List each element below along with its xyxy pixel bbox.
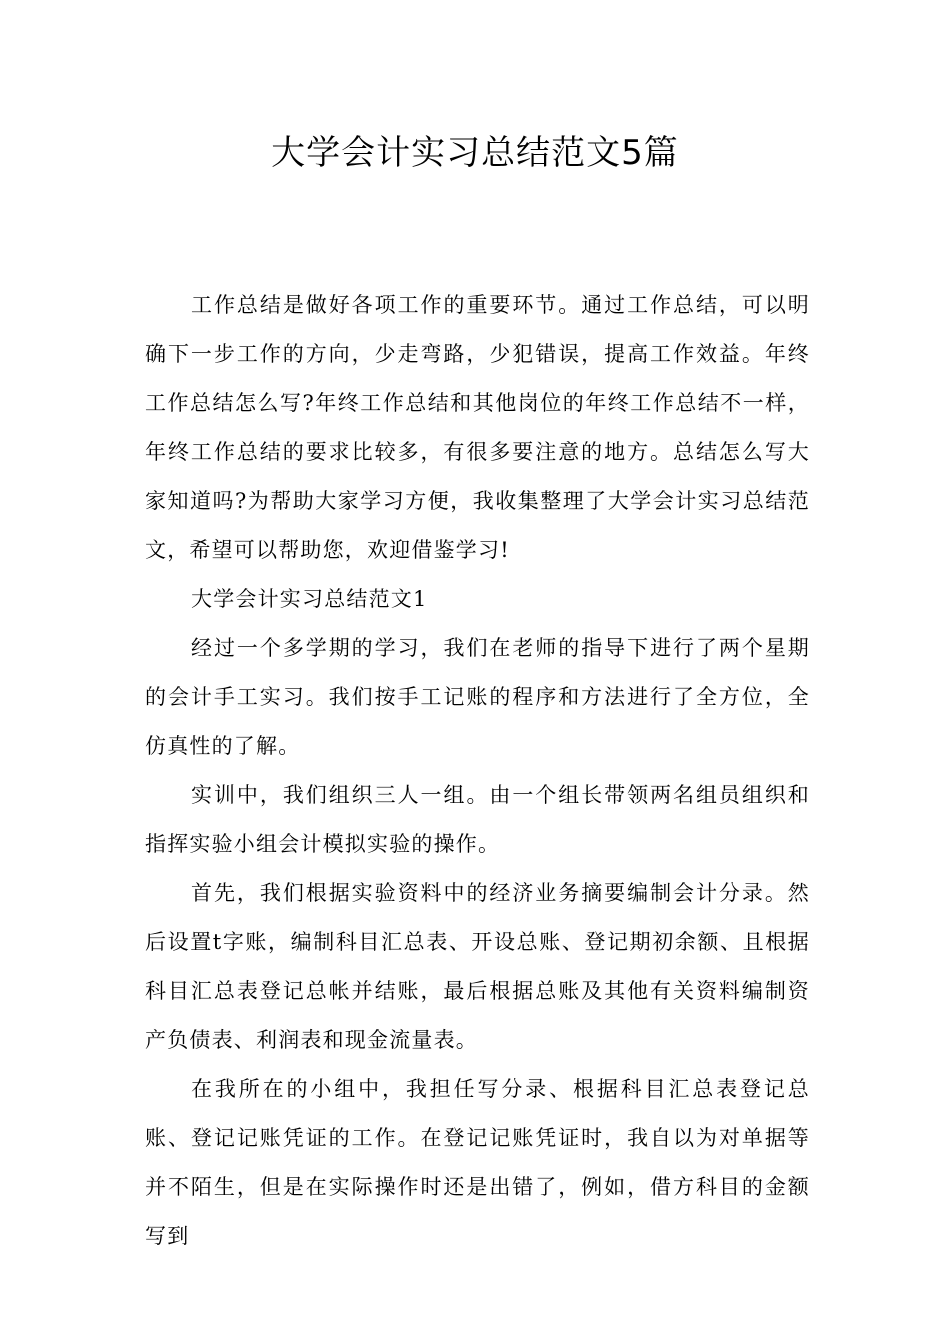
body-paragraph: 在我所在的小组中，我担任写分录、根据科目汇总表登记总账、登记记账凭证的工作。在登记记账凭证时，我自以为对单据等并不陌生，但是在实际操作时还是出错了，例如，借方科目的金额写到 [145,1077,810,1248]
body-paragraph: 经过一个多学期的学习，我们在老师的指导下进行了两个星期的会计手工实习。我们按手工记账的程序和方法进行了全方位，全仿真性的了解。 [145,636,810,758]
document-title: 大学会计实习总结范文5篇 [271,133,679,173]
intro-paragraph: 工作总结是做好各项工作的重要环节。通过工作总结，可以明确下一步工作的方向，少走弯路，少犯错误，提高工作效益。年终工作总结怎么写?年终工作总结和其他岗位的年终工作总结不一样，年终工作总结的要求比较多，有很多要注意的地方。总结怎么写大家知道吗?为帮助大家学习方便，我收集整理了大学会计实习总结范文，希望可以帮助您，欢迎借鉴学习! [145,293,810,562]
body-paragraph: 实训中，我们组织三人一组。由一个组长带领两名组员组织和指挥实验小组会计模拟实验的操作。 [145,783,810,856]
body-paragraph: 首先，我们根据实验资料中的经济业务摘要编制会计分录。然后设置t字账，编制科目汇总表、开设总账、登记期初余额、且根据科目汇总表登记总帐并结账，最后根据总账及其他有关资料编制资产负债表、利润表和现金流量表。 [145,881,810,1052]
section-heading: 大学会计实习总结范文1 [191,587,428,611]
document-body [145,281,810,1261]
